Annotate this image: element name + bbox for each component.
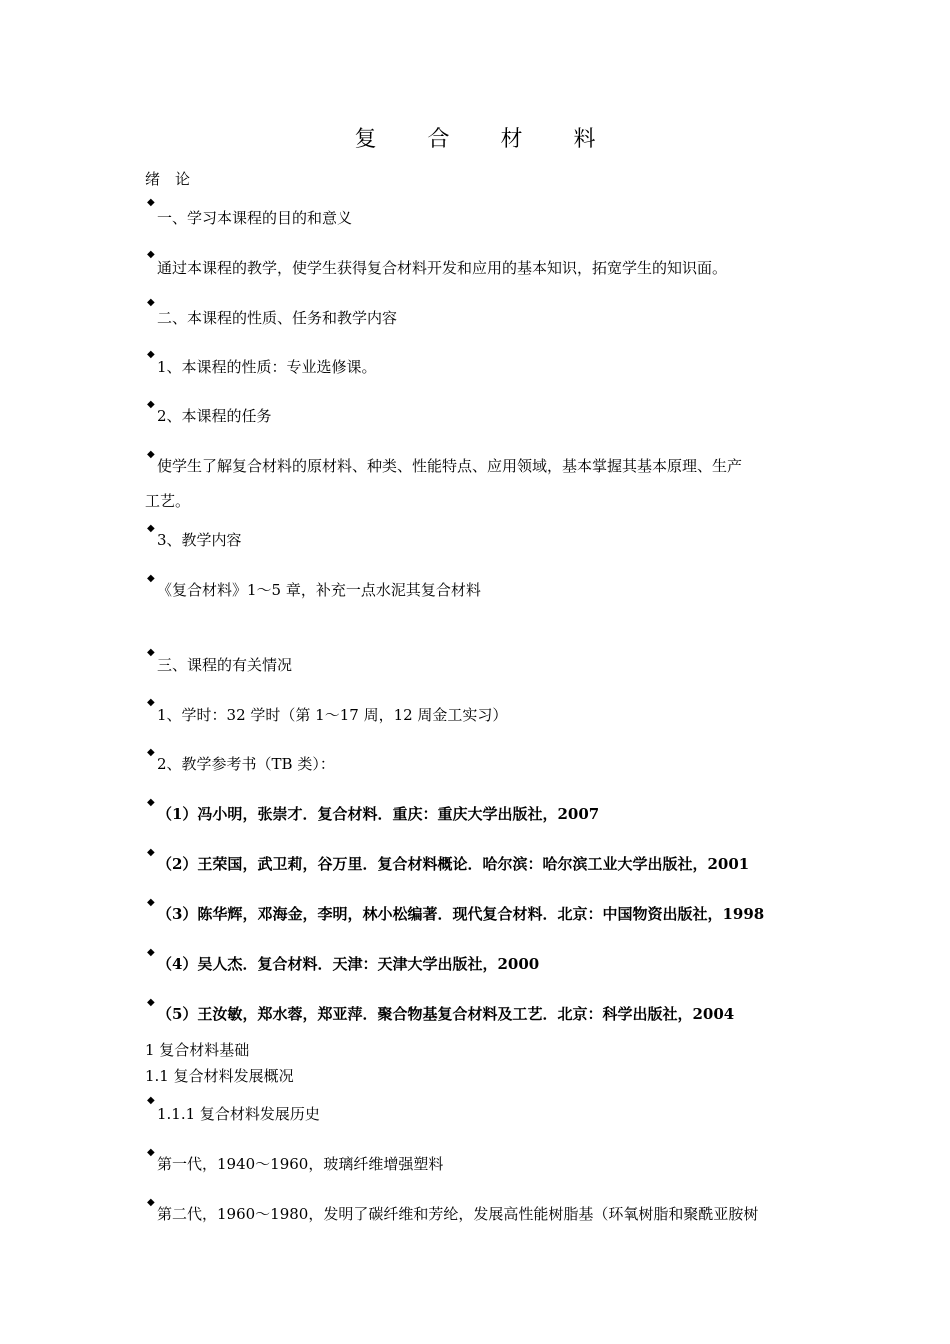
- reference-2: （2）王荣国，武卫莉，谷万里．复合材料概论．哈尔滨：哈尔滨工业大学出版社，2001: [157, 855, 750, 873]
- diamond-bullet-icon: ◆: [147, 997, 155, 1008]
- item-task: 2、本课程的任务: [157, 407, 272, 425]
- diamond-bullet-icon: ◆: [147, 647, 155, 658]
- reference-4: （4）吴人杰．复合材料．天津：天津大学出版社，2000: [157, 955, 540, 973]
- diamond-bullet-icon: ◆: [147, 797, 155, 808]
- item-references: 2、教学参考书（TB 类）：: [157, 755, 335, 773]
- reference-1: （1）冯小明，张崇才．复合材料．重庆：重庆大学出版社，2007: [157, 805, 600, 823]
- reference-3: （3）陈华辉，邓海金，李明，林小松编著．现代复合材料．北京：中国物资出版社，1998: [157, 905, 765, 923]
- paragraph-second-generation: 第二代，1960～1980，发明了碳纤维和芳纶，发展高性能树脂基（环氧树脂和聚酰亚胺树: [157, 1205, 759, 1223]
- diamond-bullet-icon: ◆: [147, 847, 155, 858]
- heading-nature: 二、本课程的性质、任务和教学内容: [157, 309, 398, 327]
- paragraph-content: 《复合材料》1～5 章，补充一点水泥其复合材料: [157, 581, 481, 599]
- diamond-bullet-icon: ◆: [147, 297, 155, 308]
- heading-course-info: 三、课程的有关情况: [157, 656, 293, 674]
- item-hours: 1、学时：32 学时（第 1～17 周，12 周金工实习）: [157, 706, 508, 724]
- diamond-bullet-icon: ◆: [147, 747, 155, 758]
- diamond-bullet-icon: ◆: [147, 197, 155, 208]
- paragraph-first-generation: 第一代，1940～1960，玻璃纤维增强塑料: [157, 1155, 444, 1173]
- subsection-heading-1-1-1: 1.1.1 复合材料发展历史: [157, 1105, 320, 1123]
- chapter-heading-1: 1 复合材料基础: [145, 1041, 250, 1059]
- paragraph-task: 使学生了解复合材料的原材料、种类、性能特点、应用领域，基本掌握其基本原理、生产: [157, 457, 743, 475]
- heading-purpose: 一、学习本课程的目的和意义: [157, 209, 353, 227]
- diamond-bullet-icon: ◆: [147, 1147, 155, 1158]
- diamond-bullet-icon: ◆: [147, 947, 155, 958]
- diamond-bullet-icon: ◆: [147, 449, 155, 460]
- diamond-bullet-icon: ◆: [147, 349, 155, 360]
- diamond-bullet-icon: ◆: [147, 523, 155, 534]
- diamond-bullet-icon: ◆: [147, 897, 155, 908]
- diamond-bullet-icon: ◆: [147, 573, 155, 584]
- item-content: 3、教学内容: [157, 531, 242, 549]
- document-title: 复 合 材 料: [354, 127, 618, 152]
- diamond-bullet-icon: ◆: [147, 249, 155, 260]
- paragraph-task-continued: 工艺。: [145, 492, 191, 510]
- reference-5: （5）王汝敏，郑水蓉，郑亚萍．聚合物基复合材料及工艺．北京：科学出版社，2004: [157, 1005, 735, 1023]
- diamond-bullet-icon: ◆: [147, 697, 155, 708]
- paragraph-purpose: 通过本课程的教学，使学生获得复合材料开发和应用的基本知识，拓宽学生的知识面。: [157, 259, 728, 277]
- diamond-bullet-icon: ◆: [147, 1197, 155, 1208]
- diamond-bullet-icon: ◆: [147, 1095, 155, 1106]
- section-heading-1-1: 1.1 复合材料发展概况: [145, 1067, 294, 1085]
- diamond-bullet-icon: ◆: [147, 399, 155, 410]
- item-nature: 1、本课程的性质：专业选修课。: [157, 358, 377, 376]
- section-heading-intro: 绪 论: [145, 170, 191, 188]
